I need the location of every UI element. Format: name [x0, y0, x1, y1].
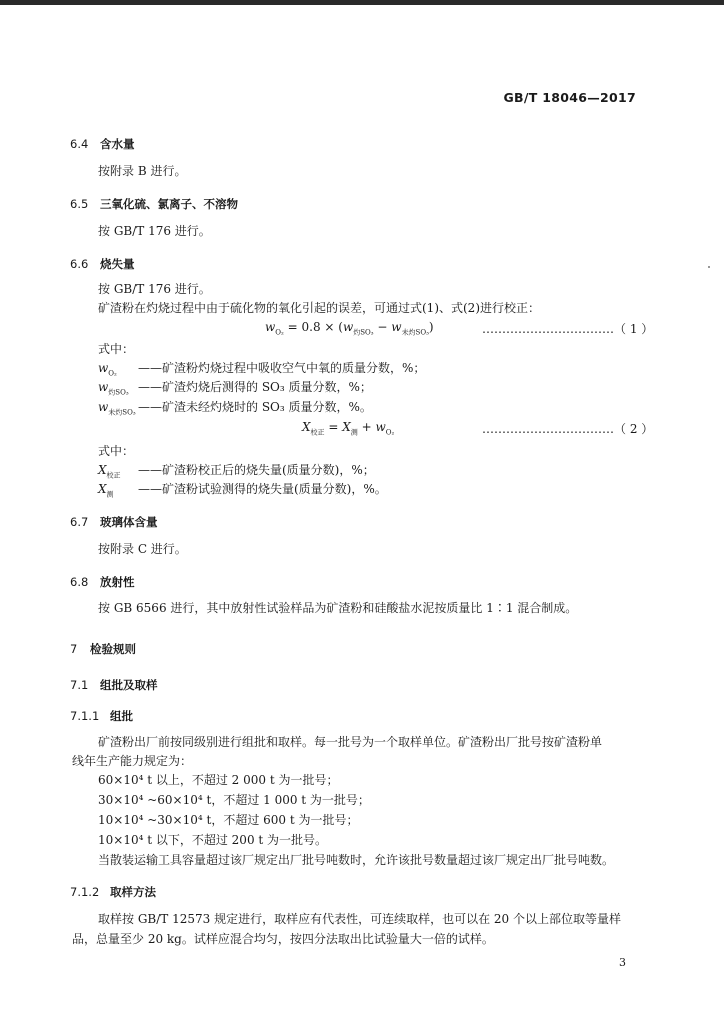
- eq1-lhs: w: [265, 320, 276, 334]
- page-number: 3: [619, 956, 626, 969]
- definition-row: [98, 400, 372, 419]
- definition-row: [98, 380, 372, 399]
- equation-1-tag: ……………………………（ 1 ）: [482, 322, 654, 336]
- def-text: ——矿渣粉试验测得的烧失量(质量分数)，%。: [138, 482, 387, 496]
- s65-body: 按 GB/T 176 进行。: [98, 224, 211, 238]
- definition-row: [98, 463, 375, 482]
- eq1-close: ): [428, 320, 434, 334]
- eq2-term-a: X: [342, 420, 351, 434]
- def-symbol: w: [98, 380, 109, 394]
- s66-body-2: 矿渣粉在灼烧过程中由于硫化物的氧化引起的误差，可通过式(1)、式(2)进行校正：: [98, 301, 540, 315]
- heading-title: 组批: [110, 709, 133, 723]
- heading-title: 放射性: [100, 575, 135, 589]
- equation-2: [302, 420, 394, 439]
- eq1-term-b-sub: 未灼SO₃: [401, 328, 429, 337]
- eq2-lhs-sub: 校正: [310, 428, 325, 437]
- def-symbol: X: [98, 482, 107, 496]
- s712-para-1b: 品，总量至少 20 kg。试样应混合均匀，按四分法取出比试验量大一倍的试样。: [72, 932, 494, 946]
- s66-body-1: 按 GB/T 176 进行。: [98, 282, 211, 296]
- scan-speck: [708, 266, 710, 268]
- page-top-border: [0, 0, 724, 5]
- eq2-term-b-sub: O₂: [385, 428, 395, 437]
- def-text: ——矿渣粉校正后的烧失量(质量分数)，%；: [138, 463, 375, 477]
- eq1-term-a: w: [342, 320, 354, 334]
- def-text: ——矿渣未经灼烧时的 SO₃ 质量分数，%。: [138, 400, 372, 414]
- batch-line: 10×10⁴ ~30×10⁴ t，不超过 600 t 为一批号；: [98, 813, 359, 827]
- heading-number: 7.1.1: [70, 709, 100, 723]
- heading-number: 7.1.2: [70, 885, 100, 899]
- s711-para-1a: 矿渣粉出厂前按同级别进行组批和取样。每一批号为一个取样单位。矿渣粉出厂批号按矿渣粉单: [98, 735, 603, 749]
- where-label-1: 式中：: [98, 342, 135, 356]
- def-text: ——矿渣粉灼烧过程中吸收空气中氧的质量分数，%；: [138, 361, 426, 375]
- heading-6-8: [70, 574, 135, 590]
- heading-number: 6.4: [70, 137, 89, 151]
- heading-title: 检验规则: [90, 642, 136, 656]
- heading-7-1-1: [70, 708, 133, 724]
- definition-row: [98, 361, 425, 380]
- heading-number: 6.8: [70, 575, 89, 589]
- eq1-lhs-sub: O₂: [275, 328, 284, 337]
- heading-number: 7.1: [70, 678, 89, 692]
- def-symbol: w: [98, 361, 109, 375]
- s64-body: 按附录 B 进行。: [98, 164, 187, 178]
- heading-number: 6.6: [70, 257, 89, 271]
- s67-body: 按附录 C 进行。: [98, 542, 187, 556]
- heading-7: [70, 641, 136, 657]
- eq1-term-a-sub: 灼SO₃: [353, 328, 374, 337]
- eq1-term-b: w: [391, 320, 402, 334]
- definition-row: [98, 482, 387, 501]
- batch-line: 60×10⁴ t 以上，不超过 2 000 t 为一批号；: [98, 773, 339, 787]
- s712-para-1a: 取样按 GB/T 12573 规定进行，取样应有代表性，可连续取样，也可以在 20 个以上部位取等量样: [98, 912, 621, 926]
- heading-title: 含水量: [100, 137, 135, 151]
- eq2-lhs: X: [302, 420, 311, 434]
- heading-6-6: [70, 256, 135, 272]
- def-symbol-sub: 校正: [106, 471, 121, 480]
- heading-number: 6.5: [70, 197, 89, 211]
- heading-title: 取样方法: [110, 885, 156, 899]
- heading-6-7: [70, 514, 158, 530]
- eq2-op: =: [324, 420, 343, 434]
- def-symbol-sub: 未灼SO₃: [108, 408, 136, 417]
- heading-title: 烧失量: [100, 257, 135, 271]
- s711-para-1b: 线年生产能力规定为：: [72, 754, 193, 768]
- eq2-term-a-sub: 测: [350, 428, 358, 437]
- def-symbol: w: [98, 400, 109, 414]
- eq2-plus: +: [357, 420, 376, 434]
- s711-para-2: 当散装运输工具容量超过该厂规定出厂批号吨数时，允许该批号数量超过该厂规定出厂批号吨数。: [98, 853, 615, 867]
- eq2-term-b: w: [375, 420, 386, 434]
- heading-title: 组批及取样: [100, 678, 158, 692]
- batch-line: 10×10⁴ t 以下，不超过 200 t 为一批号。: [98, 833, 328, 847]
- heading-6-4: [70, 136, 135, 152]
- def-symbol: X: [98, 463, 107, 477]
- equation-2-tag: ……………………………（ 2 ）: [482, 422, 654, 436]
- equation-1: [265, 320, 434, 339]
- heading-7-1: [70, 677, 158, 693]
- batch-line: 30×10⁴ ~60×10⁴ t，不超过 1 000 t 为一批号；: [98, 793, 370, 807]
- heading-6-5: [70, 196, 238, 212]
- heading-title: 三氧化硫、氯离子、不溶物: [100, 197, 238, 211]
- heading-number: 6.7: [70, 515, 89, 529]
- standard-number: GB/T 18046—2017: [503, 90, 636, 105]
- def-symbol-sub: O₂: [108, 369, 117, 378]
- eq1-op: = 0.8 × (: [283, 320, 343, 334]
- heading-title: 玻璃体含量: [100, 515, 158, 529]
- eq1-minus: −: [373, 320, 392, 334]
- s68-body: 按 GB 6566 进行，其中放射性试验样品为矿渣粉和硅酸盐水泥按质量比 1∶1 混合制成。: [98, 601, 578, 615]
- where-label-2: 式中：: [98, 444, 135, 458]
- heading-number: 7: [70, 642, 78, 656]
- def-symbol-sub: 测: [106, 490, 114, 499]
- def-text: ——矿渣灼烧后测得的 SO₃ 质量分数，%；: [138, 380, 372, 394]
- heading-7-1-2: [70, 884, 156, 900]
- def-symbol-sub: 灼SO₃: [108, 388, 129, 397]
